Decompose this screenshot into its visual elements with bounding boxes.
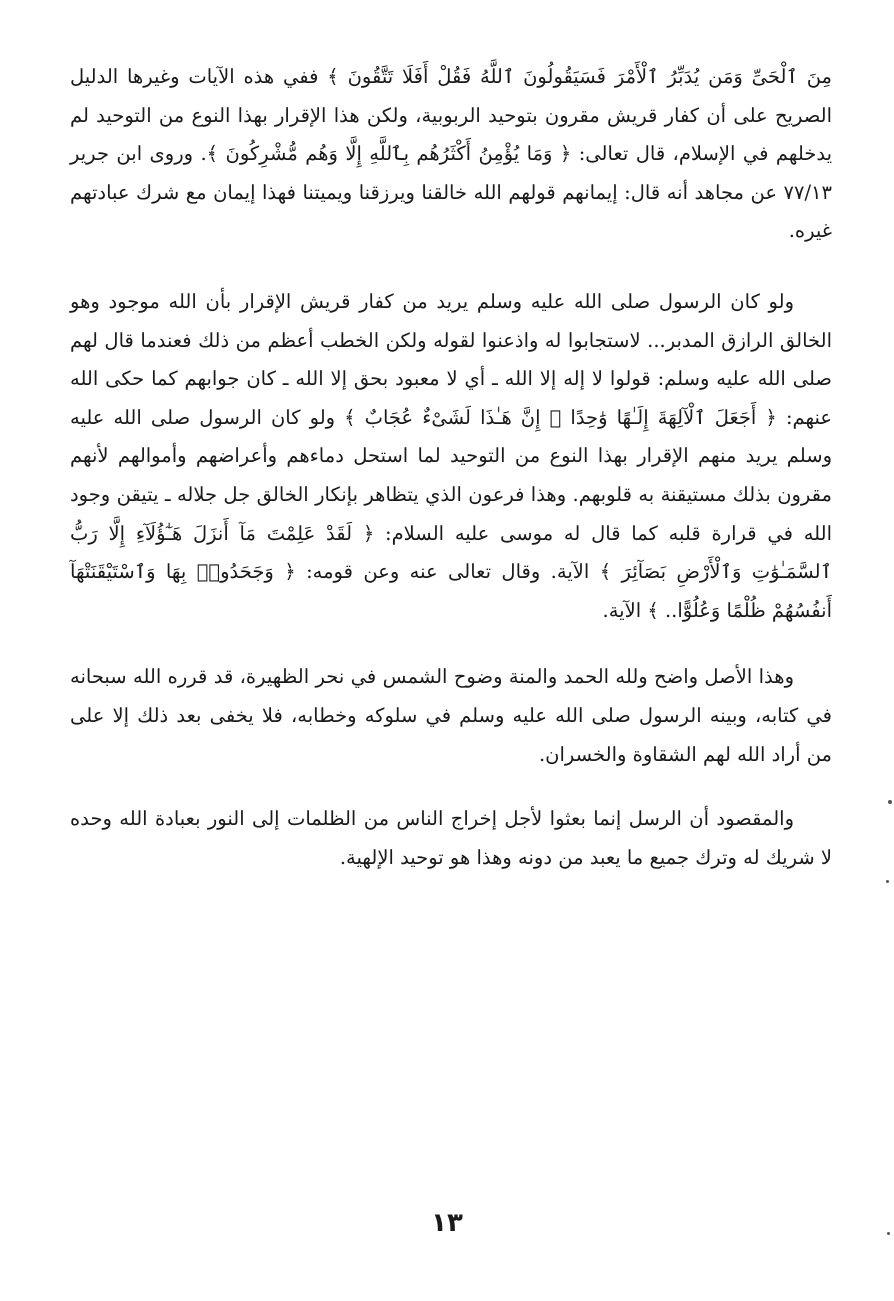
paragraph-4: والمقصود أن الرسل إنما بعثوا لأجل إخراج الناس من الظلمات إلى النور بعبادة الله وحده لا شريك له وترك جميع ما يعبد من دونه وهذا هو توحيد الإلهية. xyxy=(70,807,832,869)
scan-speck-3 xyxy=(887,1232,890,1235)
paragraph-3: وهذا الأصل واضح ولله الحمد والمنة وضوح الشمس في نحر الظهيرة، قد قرره الله سبحانه في كتابه، وبينه الرسول صلى الله عليه وسلم في سلوكه وخطابه، فلا يخفى بعد ذلك إلا على من أراد الله لهم الشقاوة والخسران. xyxy=(70,665,832,766)
page-number: ١٣ xyxy=(431,1208,463,1238)
paragraph-2: ولو كان الرسول صلى الله عليه وسلم يريد من كفار قريش الإقرار بأن الله موجود وهو الخالق الرازق المدبر... لاستجابوا له واذعنوا لقوله ولكن الخطب أعظم من ذلك فعندما قال لهم صلى الله عليه وسلم: قولوا لا إله إلا الله ـ أي لا معبود بحق إلا الله ـ كان جوابهم كما حكى الله عنهم: ﴿ أَجَعَلَ ٱلْآلِهَةَ إِلَـٰهًا وَٰحِدًا ۖ إِنَّ هَـٰذَا لَشَىْءٌ عُجَابٌ ﴾ ولو كان الرسول صلى الله عليه وسلم يريد منهم الإقرار بهذا النوع من التوحيد لما استحل دماءهم وأعراضهم وأموالهم لأنهم مقرون بذلك مستيقنة به قلوبهم. وهذا فرعون الذي يتظاهر بإنكار الخالق جل جلاله ـ يتيقن وجود الله في قرارة قلبه كما قال له موسى عليه السلام: ﴿ لَقَدْ عَلِمْتَ مَآ أَنزَلَ هَـٰٓؤُلَآءِ إِلَّا رَبُّ ٱلسَّمَـٰوَٰتِ وَٱلْأَرْضِ بَصَآئِرَ ﴾ الآية. وقال تعالى عنه وعن قومه: ﴿ وَجَحَدُوا۟ بِهَا وَٱسْتَيْقَنَتْهَآ أَنفُسُهُمْ ظُلْمًا وَعُلُوًّا.. ﴾ الآية. xyxy=(70,289,832,622)
scan-speck-2 xyxy=(886,880,889,883)
paragraph-1: مِنَ ٱلْحَىِّ وَمَن يُدَبِّرُ ٱلْأَمْرَ فَسَيَقُولُونَ ٱللَّهُ فَقُلْ أَفَلَا تَتَّقُونَ ﴾ ففي هذه الآيات وغيرها الدليل الصريح على أن كفار قريش مقرون بتوحيد الربوبية، ولكن هذا الإقرار بهذا النوع من التوحيد لم يدخلهم في الإسلام، قال تعالى: ﴿ وَمَا يُؤْمِنُ أَكْثَرُهُم بِٱللَّهِ إِلَّا وَهُم مُّشْرِكُونَ ﴾. وروى ابن جرير ٧٧/١٣ عن مجاهد أنه قال: إيمانهم قولهم الله خالقنا ويرزقنا ويميتنا فهذا إيمان مع شرك عبادتهم غيره. xyxy=(70,65,832,243)
scan-speck-1 xyxy=(888,800,892,804)
page-body xyxy=(70,58,832,877)
